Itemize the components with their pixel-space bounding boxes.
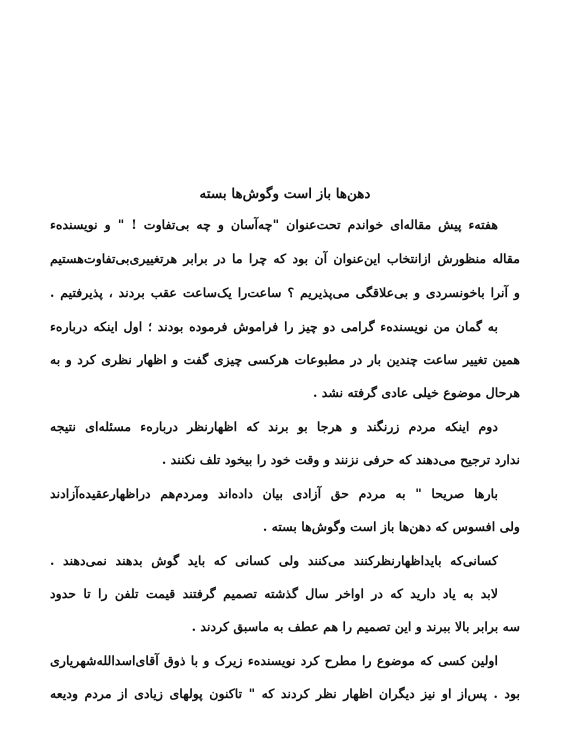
text-line: بود . پس‌از او نیز دیگران اظهار نظر کردند که " تاکنون پولهای زیادی از مردم ودیعه [50,686,520,701]
text-line: دوم اینکه مردم زرنگند و هرجا بو برند که اظهارنظر درباره‌ء مسئله‌ای نتیجه [50,419,498,434]
text-line: هرحال موضوع خیلی عادی گرفته نشد . [313,385,520,400]
text-line: اولین کسی که موضوع را مطرح کرد نویسنده‌ء زیرک و با ذوق آقای‌اسدالله‌شهریاری [50,653,498,668]
text-line: هفته‌ء پیش مقاله‌ای خواندم تحت‌عنوان "چه‌آسان و چه بی‌تفاوت ! " و نویسنده‌ء [50,217,498,232]
text-line: ندارد ترجیح می‌دهند که حرفی نزنند و وقت خود را بیخود تلف نکنند . [161,452,520,467]
text-line: مقاله منظورش ازانتخاب این‌عنوان آن بود که چرا ما در برابر هرتغییری‌بی‌تفاوت‌هستیم [50,251,520,266]
text-line: و آنرا باخونسردی و بی‌علاقگی می‌پذیریم ؟ ساعت‌را یک‌ساعت عقب بردند ، پذیرفتیم . [50,285,520,300]
text-line: سه برابر بالا ببرند و این تصمیم را هم عطف به ماسبق کردند . [191,619,520,634]
text-line: بارها صریحا " به مردم حق آزادی بیان داده‌اند ومردم‌هم دراظهارعقیده‌آزادند [50,486,498,501]
text-line: لابد به یاد دارید که در اواخر سال گذشته تصمیم گرفتند قیمت تلفن را تا حدود [50,586,498,601]
text-line: به گمان من نویسنده‌ء گرامی دو چیز را فراموش فرموده بودند ؛ اول اینکه درباره‌ء [50,319,498,334]
text-line: کسانی‌که بایداظهارنظرکنند می‌کنند ولی کسانی که باید گوش بدهند نمی‌دهند . [50,553,498,568]
text-line: ولی افسوس که دهن‌ها باز است وگوش‌ها بسته . [262,519,520,534]
text-line: همین تغییر ساعت چندین بار در مطبوعات هرکسی چیزی گفت و اظهار نظری کرد و به [50,352,520,367]
page-title: دهن‌ها باز است وگوش‌ها بسته [199,186,371,202]
